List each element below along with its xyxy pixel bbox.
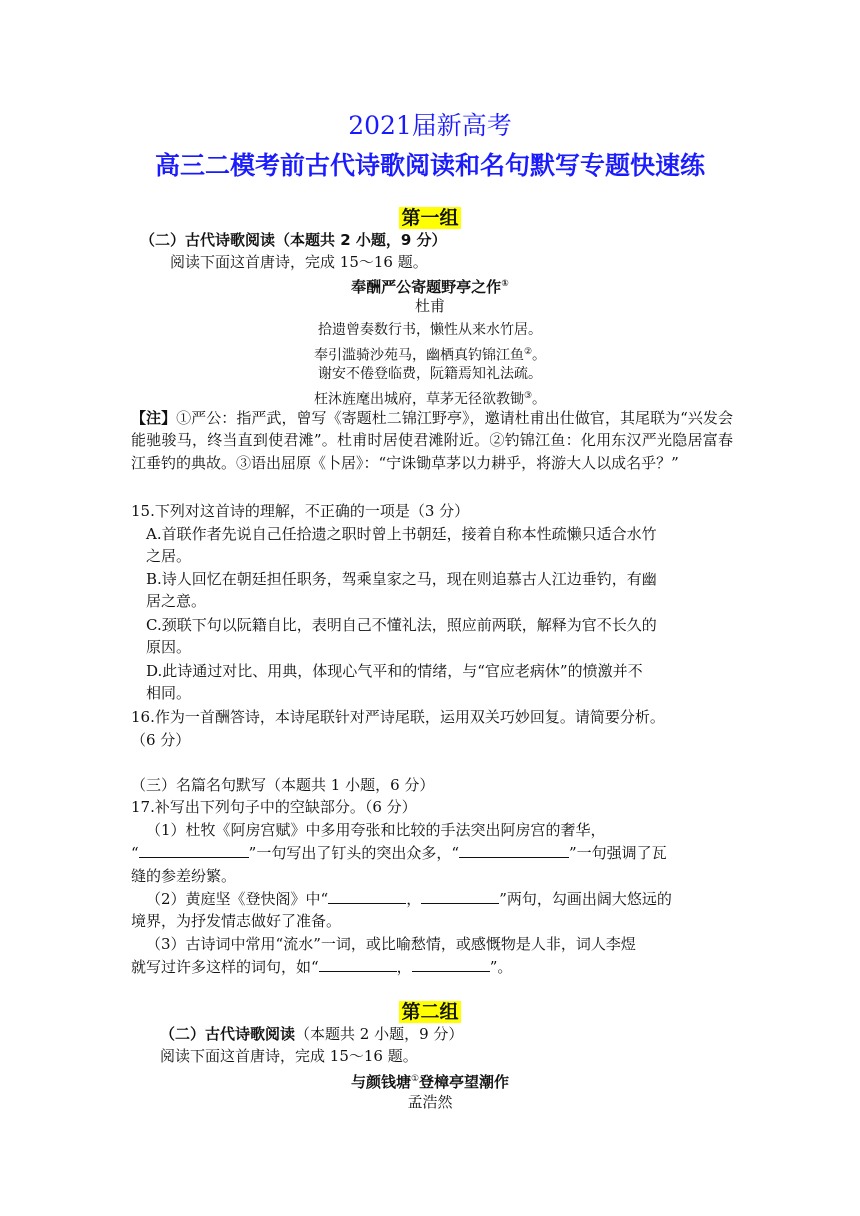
poem-line: 拾遗曾奏数行书，懒性从来水竹居。 <box>318 322 542 338</box>
poem-line: 奉引滥骑沙苑马，幽栖真钓锦江鱼②。 <box>313 347 547 364</box>
q17-3-text: （3）古诗词中常用“流水”一词，或比喻愁情，或感慨物是人非，词人李煜 <box>146 935 636 953</box>
q17-3-text: 就写过许多这样的词句，如“ ， ”。 <box>131 958 513 976</box>
q17-1-text: 缝的参差纷繁。 <box>131 867 237 885</box>
group2-poem-title: 与颜钱塘①登樟亭望潮作 <box>350 1073 510 1091</box>
group2-label: 第二组 <box>401 1001 459 1023</box>
question-16-stem: 16.作为一首酬答诗，本诗尾联针对严诗尾联，运用双关巧妙回复。请简要分析。 <box>131 708 665 726</box>
section2-heading: （二）古代诗歌阅读（本题共 2 小题，9 分） <box>140 231 447 249</box>
poem-title: 奉酬严公寄题野亭之作① <box>351 278 509 296</box>
answer-blank[interactable] <box>139 842 249 858</box>
q15-option-b: B.诗人回忆在朝廷担任职务，驾乘皇家之马，现在则追慕古人江边垂钓，有幽 居之意。 <box>146 570 657 611</box>
poem-author: 杜甫 <box>414 297 445 315</box>
q15-option-c: C.颈联下句以阮籍自比，表明自己不懂礼法，照应前两联，解释为官不长久的 原因。 <box>146 616 657 657</box>
poem-line: 谢安不倦登临费，阮籍焉知礼法疏。 <box>318 366 542 382</box>
q17-2-text: 境界，为抒发情志做好了准备。 <box>131 912 342 930</box>
answer-blank[interactable] <box>421 888 499 904</box>
question-17-stem: 17.补写出下列句子中的空缺部分。（6 分） <box>131 798 417 816</box>
poem-notes: 【注】①严公：指严武，曾写《寄题杜二锦江野亭》，邀请杜甫出仕做官，其尾联为“兴发会能驰骏马，终当直到使君滩”。杜甫时居使君滩附近。②钓锦江鱼：化用东汉严光隐居富春江垂钓的典故。③语出屈原《卜居》：“宁诛锄草茅以力耕乎，将游大人以成名乎？” <box>131 409 733 472</box>
answer-blank[interactable] <box>412 956 490 972</box>
reading-instruction: 阅读下面这首唐诗，完成 15～16 题。 <box>170 253 428 271</box>
section3-heading: （三）名篇名句默写（本题共 1 小题，6 分） <box>131 776 435 794</box>
group1-label: 第一组 <box>401 207 459 229</box>
group2-instruction: 阅读下面这首唐诗，完成 15～16 题。 <box>160 1047 418 1065</box>
doc-title-main: 高三二模考前古代诗歌阅读和名句默写专题快速练 <box>154 151 705 180</box>
answer-blank[interactable] <box>328 888 406 904</box>
doc-title-year: 2021届新高考 <box>348 111 512 140</box>
q15-option-a: A.首联作者先说自己任拾遗之职时曾上书朝廷，接着自称本性疏懒只适合水竹 之居。 <box>146 525 657 566</box>
question-16-points: （6 分） <box>131 731 191 749</box>
q17-1-text: “ ”一句写出了钉头的突出众多，“ ”一句强调了瓦 <box>131 844 667 862</box>
q17-2-text: （2）黄庭坚《登快阁》中“ ， ”两句，勾画出阔大悠远的 <box>146 890 672 908</box>
answer-blank[interactable] <box>459 842 569 858</box>
group2-section2-heading: （二）古代诗歌阅读（本题共 2 小题，9 分） <box>160 1025 464 1043</box>
question-15-stem: 15.下列对这首诗的理解，不正确的一项是（3 分） <box>131 502 470 520</box>
q15-option-d: D.此诗通过对比、用典，体现心气平和的情绪，与“官应老病休”的愤激并不 相同。 <box>146 662 643 703</box>
poem-line: 枉沐旌麾出城府，草茅无径欲教锄③。 <box>313 391 547 408</box>
group2-poem-author: 孟浩然 <box>407 1093 453 1111</box>
q17-1-text: （1）杜牧《阿房宫赋》中多用夸张和比较的手法突出阿房宫的奢华， <box>146 821 606 839</box>
answer-blank[interactable] <box>319 956 397 972</box>
